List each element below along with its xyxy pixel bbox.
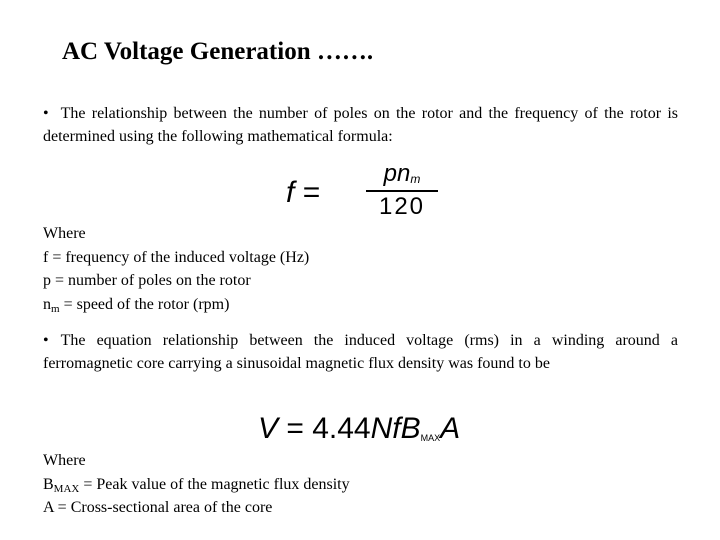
defs2-bmax-sub: MAX bbox=[53, 482, 80, 495]
bullet-paragraph-2 bbox=[43, 329, 678, 375]
bullet-icon: • bbox=[43, 105, 49, 122]
defs1-line-speed bbox=[43, 293, 683, 317]
defs2-bmax-text: = Peak value of the magnetic flux density bbox=[79, 475, 350, 493]
frequency-formula bbox=[286, 160, 446, 220]
formula2-equals-constant: = 4.44 bbox=[278, 412, 371, 445]
definitions-2 bbox=[43, 449, 683, 520]
paragraph-2-text: The equation relationship between the induced voltage (rms) in a winding around a ferromagnetic core carrying a sinusoidal magnetic flux density was found to be bbox=[43, 332, 678, 372]
formula2-f: f bbox=[392, 412, 401, 445]
formula2-v: V bbox=[258, 412, 279, 445]
formula2-b-sub: MAX bbox=[420, 433, 441, 443]
formula2-b: B bbox=[400, 412, 421, 445]
formula2-n: N bbox=[370, 412, 393, 445]
bullet-paragraph-1 bbox=[43, 102, 678, 148]
defs1-line-poles: p = number of poles on the rotor bbox=[43, 272, 251, 289]
formula1-numerator-text: pn bbox=[383, 160, 411, 187]
defs2-bmax-var: B bbox=[43, 475, 54, 493]
defs1-line-frequency: f = frequency of the induced voltage (Hz) bbox=[43, 248, 310, 266]
formula2-a: A bbox=[440, 412, 461, 445]
formula1-numerator bbox=[366, 160, 438, 188]
formula1-f: f bbox=[286, 176, 295, 209]
defs2-line-area: A = Cross-sectional area of the core bbox=[43, 499, 273, 516]
bullet-icon: • bbox=[43, 332, 49, 349]
defs2-heading: Where bbox=[43, 452, 86, 469]
paragraph-1-text: The relationship between the number of poles on the rotor and the frequency of the rotor is determined using the following mathematical formula: bbox=[43, 105, 678, 145]
fraction-bar bbox=[366, 190, 438, 192]
formula1-denominator: 120 bbox=[378, 193, 426, 220]
voltage-formula bbox=[258, 412, 460, 446]
formula1-lhs bbox=[286, 176, 320, 210]
defs1-speed-var: n bbox=[43, 295, 51, 313]
defs2-line-bmax bbox=[43, 473, 683, 497]
formula1-equals: = bbox=[302, 176, 321, 209]
defs1-speed-sub: m bbox=[51, 302, 60, 315]
slide-title: AC Voltage Generation ……. bbox=[62, 38, 374, 65]
formula1-fraction bbox=[366, 160, 438, 220]
defs1-heading: Where bbox=[43, 225, 86, 242]
formula1-numerator-sub: m bbox=[410, 172, 421, 186]
definitions-1 bbox=[43, 222, 683, 316]
defs1-speed-text: = speed of the rotor (rpm) bbox=[59, 295, 230, 313]
